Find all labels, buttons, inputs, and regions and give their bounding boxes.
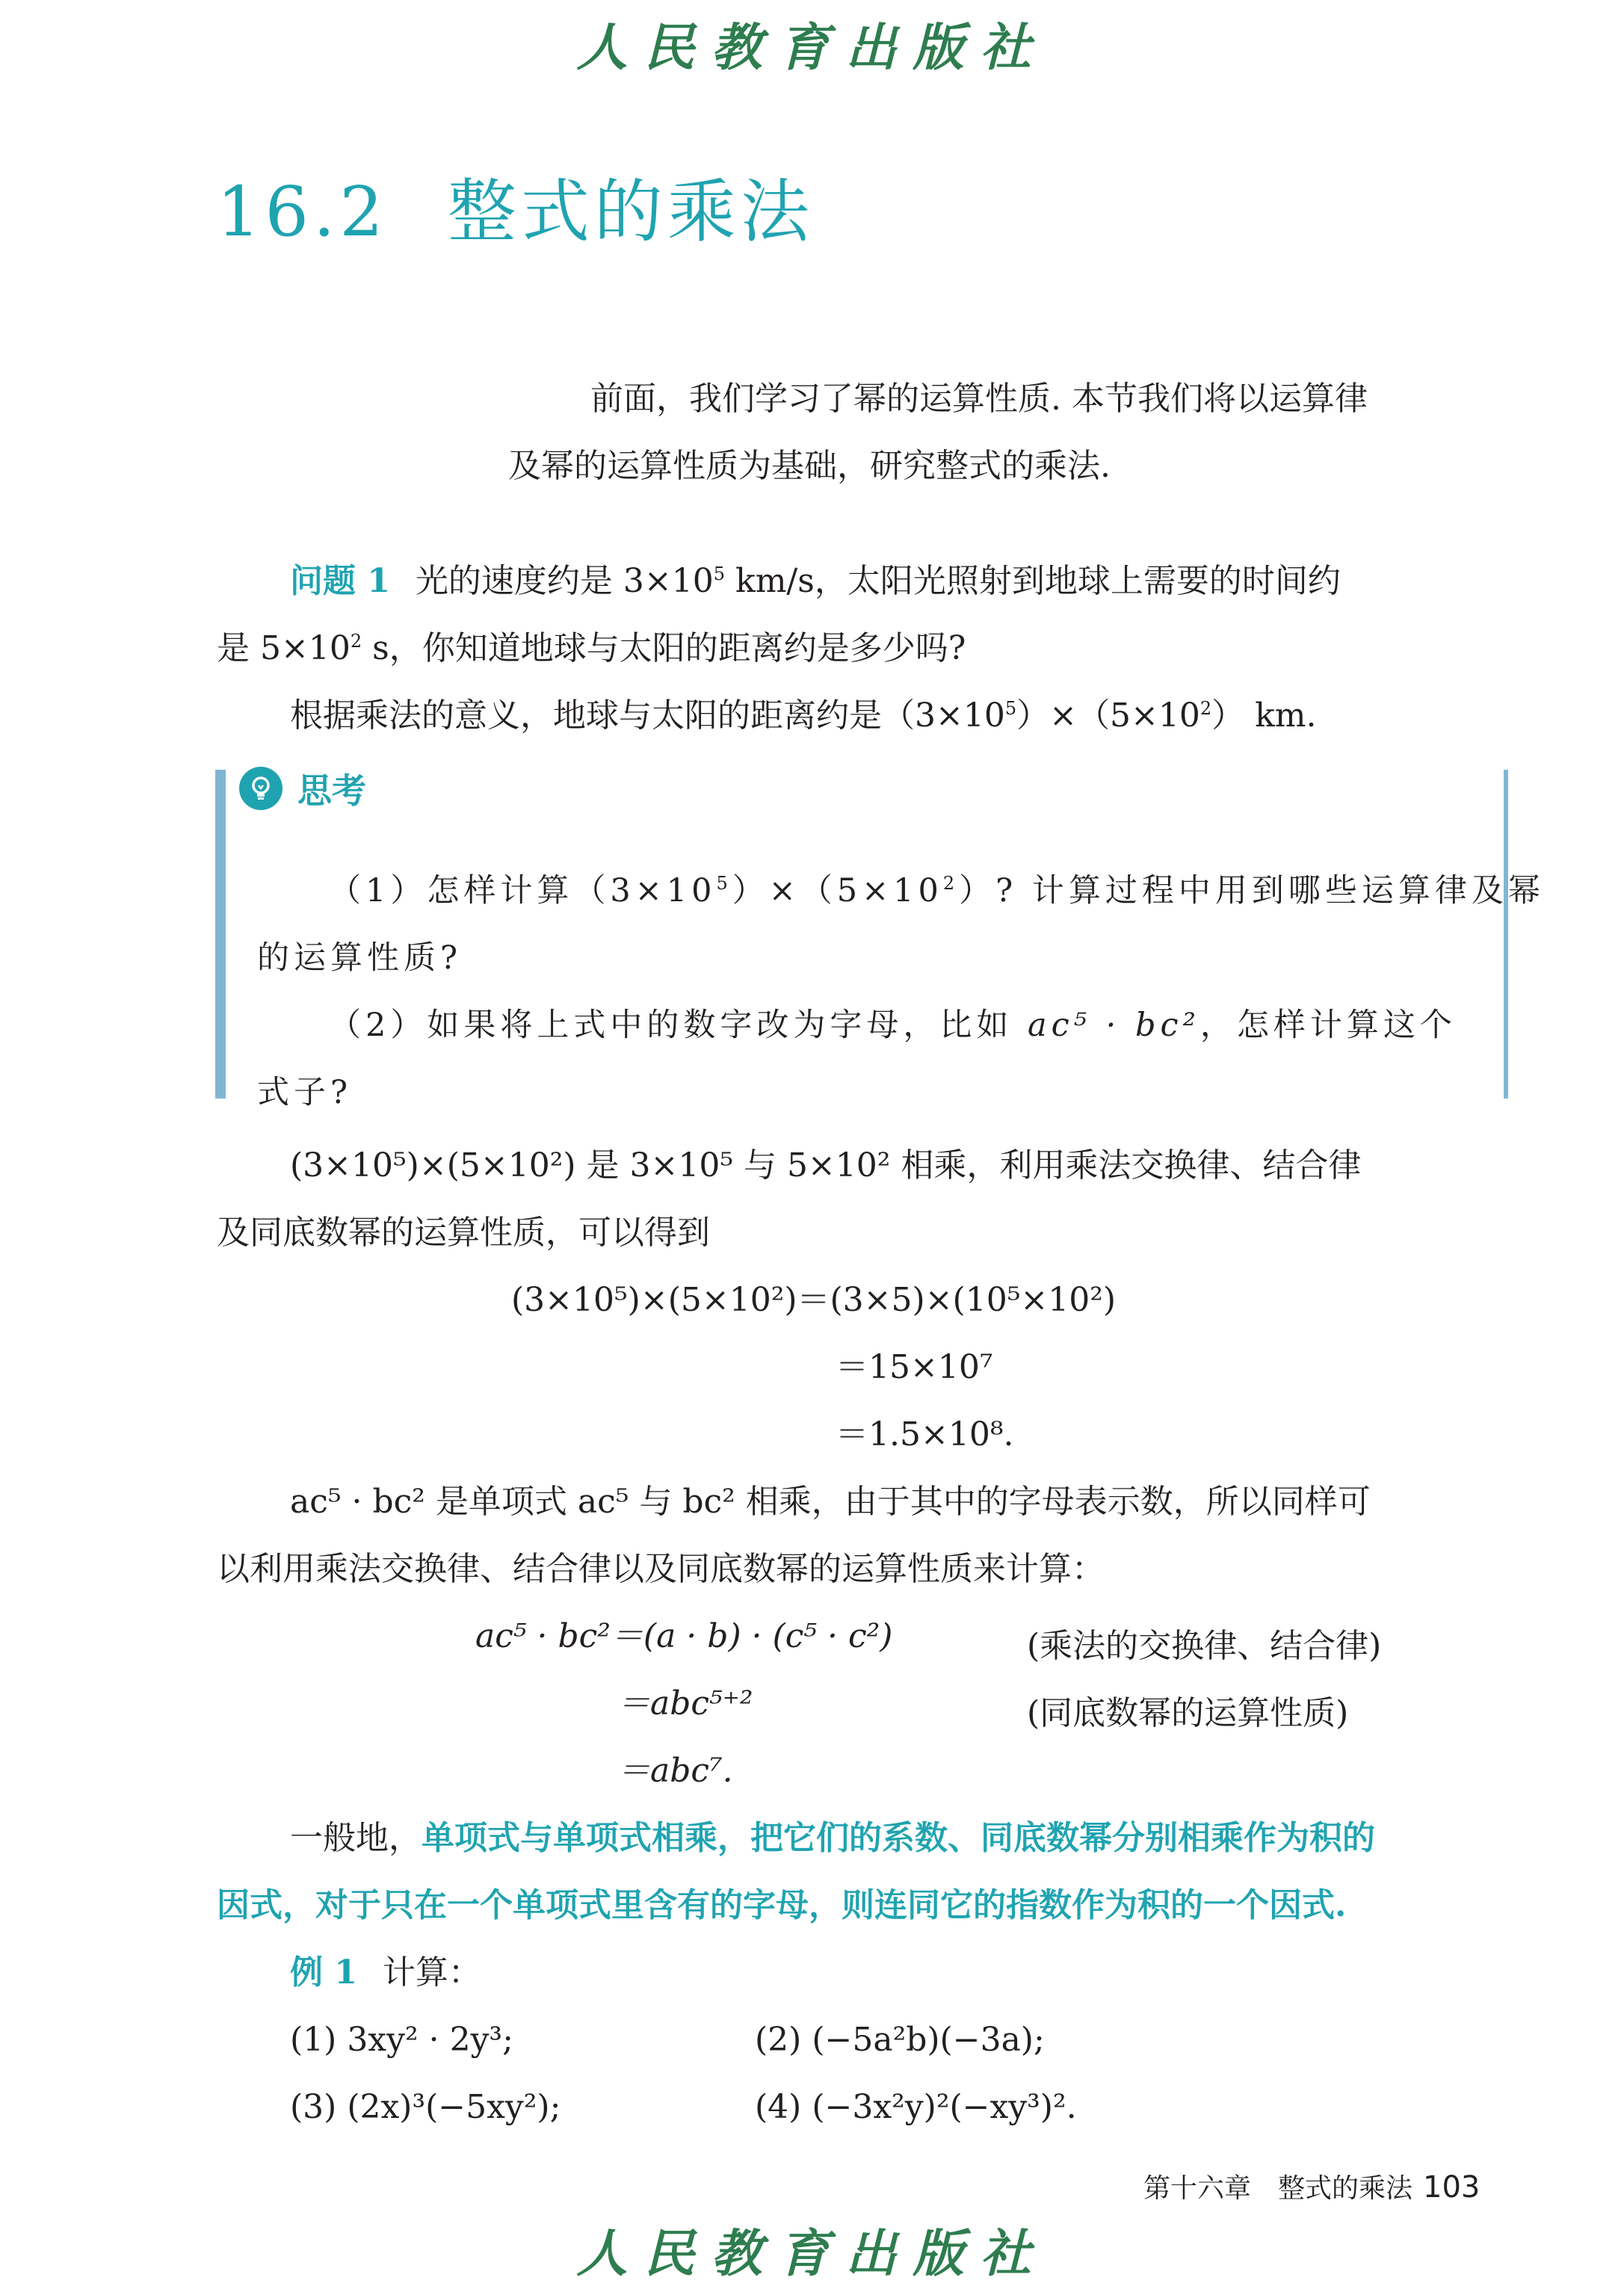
rule-text-1: 单项式与单项式相乘，把它们的系数、同底数幂分别相乘作为积的	[422, 1819, 1375, 1857]
example-1-prompt: 计算：	[382, 1953, 481, 1992]
calc-4-expression: ac⁵ · bc²＝(a · b) · (c⁵ · c²)	[475, 1617, 893, 1655]
publisher-header: 人民教育出版社	[576, 18, 1048, 78]
problem-1-line-2	[217, 616, 966, 682]
think-q1-text-c: ）? 计算过程中用到哪些运算律及幂	[959, 872, 1545, 909]
problem-1-exp-1: 5	[713, 563, 726, 584]
calc-line-5	[617, 1671, 753, 1737]
example-item-2: (2) (−5a²b)(−3a);	[755, 2021, 1045, 2059]
calc-line-4	[475, 1604, 892, 1669]
calc-line-2: ＝15×10⁷	[836, 1348, 993, 1386]
think-question-1-cont: 的运算性质?	[257, 939, 463, 977]
calc-5-expression: ＝abc⁵⁺²	[617, 1684, 753, 1723]
section-title-text: 整式的乘法	[447, 172, 814, 252]
calc-line-1: (3×10⁵)×(5×10²)＝(3×5)×(10⁵×10²)	[511, 1281, 1117, 1319]
publisher-footer: 人民教育出版社	[576, 2224, 1048, 2284]
page-footer	[1143, 2167, 1480, 2205]
explanation-line-1: (3×10⁵)×(5×10²) 是 3×10⁵ 与 5×10² 相乘，利用乘法交换律、结合律	[290, 1146, 1362, 1184]
calc-4-reason: (乘法的交换律、结合律)	[1027, 1627, 1382, 1665]
think-question-2	[329, 992, 1457, 1058]
page-number: 103	[1423, 2170, 1481, 2205]
explanation-line-2: 及同底数幂的运算性质，可以得到	[217, 1214, 710, 1252]
think-q2-text-b: ，怎样计算这个	[1200, 1007, 1457, 1044]
problem-1-text-c: 是 5×10	[217, 629, 351, 667]
intro-line-2: 及幂的运算性质为基础，研究整式的乘法.	[508, 447, 1111, 485]
example-1-label: 例 1	[290, 1953, 357, 1992]
think-q1-text-b: ）×（5×10	[732, 872, 943, 909]
example-item-4: (4) (−3x²y)²(−xy³)².	[755, 2088, 1077, 2126]
calc-5-reason: (同底数幂的运算性质)	[1027, 1694, 1349, 1732]
think-q1-exp-1: 5	[716, 873, 732, 894]
example-item-3: (3) (2x)³(−5xy²);	[290, 2088, 561, 2126]
think-question-1	[329, 858, 1545, 924]
problem-1-text-d: s，你知道地球与太阳的距离约是多少吗?	[362, 629, 966, 667]
section-number: 16.2	[217, 172, 388, 252]
think-q1-text-a: （1）怎样计算（3×10	[329, 872, 717, 909]
calc-line-6	[617, 1738, 733, 1804]
rule-line-1	[290, 1806, 1375, 1871]
problem-1-line-1	[290, 549, 1341, 614]
answer-text-b: ）×（5×10	[1016, 696, 1200, 735]
problem-1-exp-2: 2	[350, 631, 362, 652]
think-question-2-cont: 式子?	[257, 1074, 353, 1111]
answer-text-a: 根据乘法的意义，地球与太阳的距离约是（3×10	[290, 696, 1005, 735]
problem-1-answer	[290, 683, 1317, 749]
answer-exp-2: 2	[1200, 698, 1212, 719]
rule-line-2: 因式，对于只在一个单项式里含有的字母，则连同它的指数作为积的一个因式.	[217, 1886, 1347, 1924]
example-1-heading	[290, 1940, 481, 2006]
footer-chapter: 第十六章 整式的乘法	[1143, 2173, 1413, 2204]
think-q2-expression: ac⁵ · bc²	[1028, 1007, 1200, 1044]
problem-1-text-b: km/s，太阳光照射到地球上需要的时间约	[725, 562, 1341, 600]
think-q1-exp-2: 2	[942, 873, 960, 894]
rule-lead: 一般地，	[290, 1819, 422, 1857]
answer-text-c: ） km.	[1211, 696, 1317, 735]
problem-1-label: 问题 1	[290, 562, 390, 600]
think-q2-text-a: （2）如果将上式中的数字改为字母，比如	[329, 1007, 1028, 1044]
problem-1-text-a: 光的速度约是 3×10	[415, 562, 714, 600]
intro-line-1: 前面，我们学习了幂的运算性质. 本节我们将以运算律	[590, 380, 1368, 418]
think-header	[239, 764, 366, 813]
explanation-line-3: ac⁵ · bc² 是单项式 ac⁵ 与 bc² 相乘，由于其中的字母表示数，所以同样可	[290, 1483, 1371, 1521]
calc-6-expression: ＝abc⁷.	[617, 1752, 733, 1790]
lightbulb-icon	[239, 767, 282, 810]
answer-exp-1: 5	[1004, 698, 1017, 719]
calc-line-3: ＝1.5×10⁸.	[836, 1415, 1014, 1454]
explanation-line-4: 以利用乘法交换律、结合律以及同底数幂的运算性质来计算：	[217, 1550, 1105, 1588]
section-title	[217, 157, 814, 256]
example-item-1: (1) 3xy² · 2y³;	[290, 2021, 513, 2059]
think-label: 思考	[297, 770, 366, 811]
